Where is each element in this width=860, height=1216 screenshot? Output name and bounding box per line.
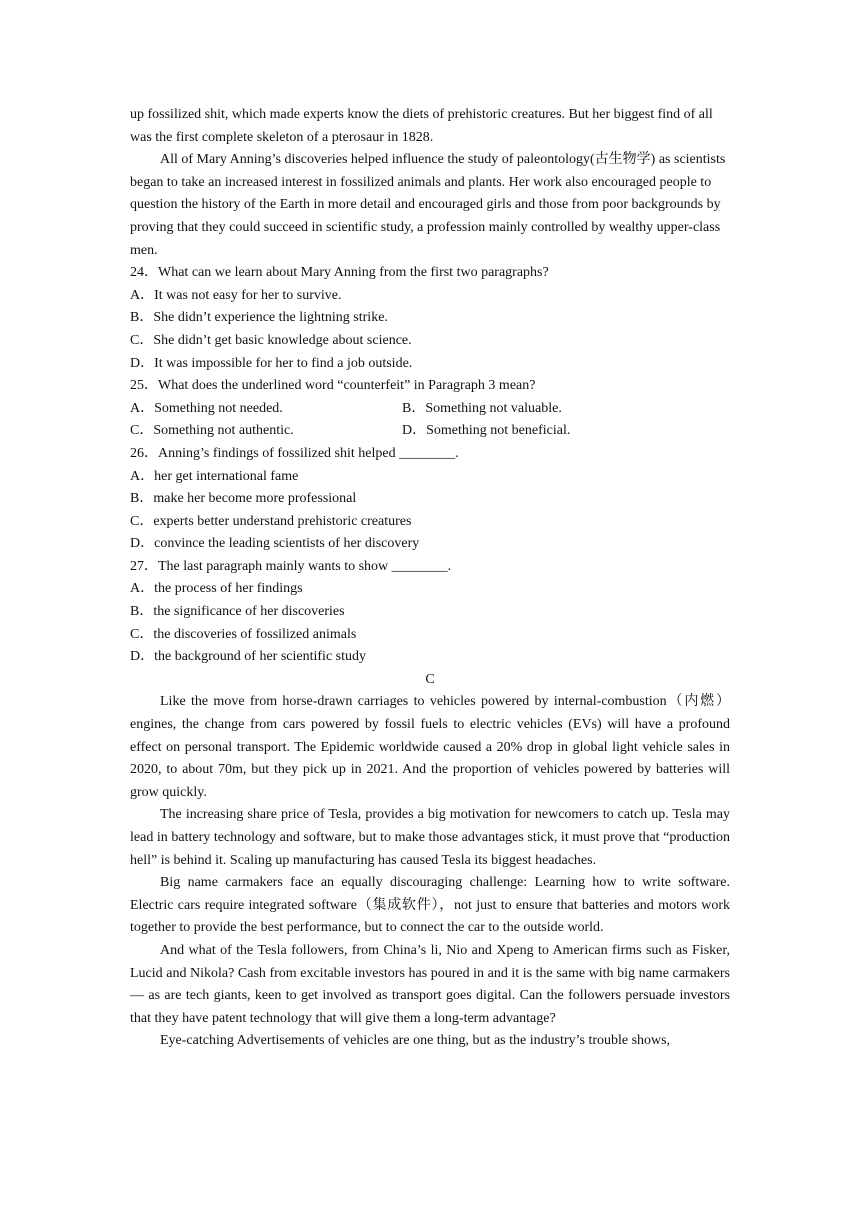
document-page bbox=[130, 104, 730, 1053]
section-c-heading: C bbox=[425, 671, 435, 687]
question-25-option-d: D．Something not beneficial. bbox=[402, 423, 571, 439]
question-25-options-row-1 bbox=[130, 398, 730, 421]
question-24-option-d: D．It was impossible for her to find a job outside. bbox=[130, 355, 413, 371]
question-26-option-c: C．experts better understand prehistoric creatures bbox=[130, 513, 412, 529]
question-27-stem: 27．The last paragraph mainly wants to show ________. bbox=[130, 558, 452, 574]
question-24-option-c: C．She didn’t get basic knowledge about science. bbox=[130, 332, 412, 348]
question-27-option-d: D．the background of her scientific study bbox=[130, 649, 366, 665]
question-24-stem: 24．What can we learn about Mary Anning from the first two paragraphs? bbox=[130, 265, 549, 281]
passage-b-paragraph: up fossilized shit, which made experts know the diets of prehistoric creatures. But her biggest find of all was the first complete skeleton of a pterosaur in 1828. bbox=[130, 107, 713, 145]
question-25-option-a: A．Something not needed. bbox=[130, 400, 283, 416]
question-26-option-d: D．convince the leading scientists of her discovery bbox=[130, 536, 420, 552]
passage-c-paragraph-5: Eye-catching Advertisements of vehicles are one thing, but as the industry’s trouble shows, bbox=[160, 1033, 671, 1049]
passage-c-paragraph-2: The increasing share price of Tesla, provides a big motivation for newcomers to catch up. Tesla may lead in battery technology and software, but to make those advantages stick, it must prove that “production hell” is behind it. Scaling up manufacturing has caused Tesla its biggest headaches. bbox=[130, 807, 730, 868]
passage-b-paragraph: All of Mary Anning’s discoveries helped influence the study of paleontology(古生物学) as scientists began to take an increased interest in fossilized animals and plants. Her work also encouraged people to question the history of the Earth in more detail and encouraged girls and those from poor backgrounds by proving that they could succeed in scientific study, a profession mainly controlled by wealthy upper-class men. bbox=[130, 152, 726, 258]
question-25-options-row-2 bbox=[130, 420, 730, 443]
question-25-stem: 25．What does the underlined word “counterfeit” in Paragraph 3 mean? bbox=[130, 378, 536, 394]
question-27-option-c: C．the discoveries of fossilized animals bbox=[130, 626, 357, 642]
question-25-option-c: C．Something not authentic. bbox=[130, 423, 294, 439]
passage-c-paragraph-4: And what of the Tesla followers, from China’s li, Nio and Xpeng to American firms such as Fisker, Lucid and Nikola? Cash from excitable investors has poured in and it is the same with big name carmakers — as are tech giants, keen to get involved as transport goes digital. Can the followers persuade investors that they have patent technology that will give them a long-term advantage? bbox=[130, 942, 730, 1026]
passage-c-paragraph-1: Like the move from horse-drawn carriages to vehicles powered by internal-combustion（内燃）engines, the change from cars powered by fossil fuels to electric vehicles (EVs) will have a profound effect on personal transport. The Epidemic worldwide caused a 20% drop in global light vehicle sales in 2020, to about 70m, but they pick up in 2021. And the proportion of vehicles powered by batteries will grow quickly. bbox=[130, 694, 730, 800]
question-24-option-b: B．She didn’t experience the lightning strike. bbox=[130, 310, 388, 326]
question-26-stem: 26．Anning’s findings of fossilized shit helped ________. bbox=[130, 445, 459, 461]
question-25-option-b: B．Something not valuable. bbox=[402, 400, 562, 416]
question-24-option-a: A．It was not easy for her to survive. bbox=[130, 287, 342, 303]
question-27-option-b: B．the significance of her discoveries bbox=[130, 604, 345, 620]
question-26-option-a: A．her get international fame bbox=[130, 468, 299, 484]
passage-c-paragraph-3: Big name carmakers face an equally discouraging challenge: Learning how to write software. Electric cars require integrated software（集成软件），not just to ensure that batteries and motors work together to provide the best performance, but to connect the car to the outside world. bbox=[130, 875, 730, 936]
question-27-option-a: A．the process of her findings bbox=[130, 581, 303, 597]
question-26-option-b: B．make her become more professional bbox=[130, 491, 357, 507]
